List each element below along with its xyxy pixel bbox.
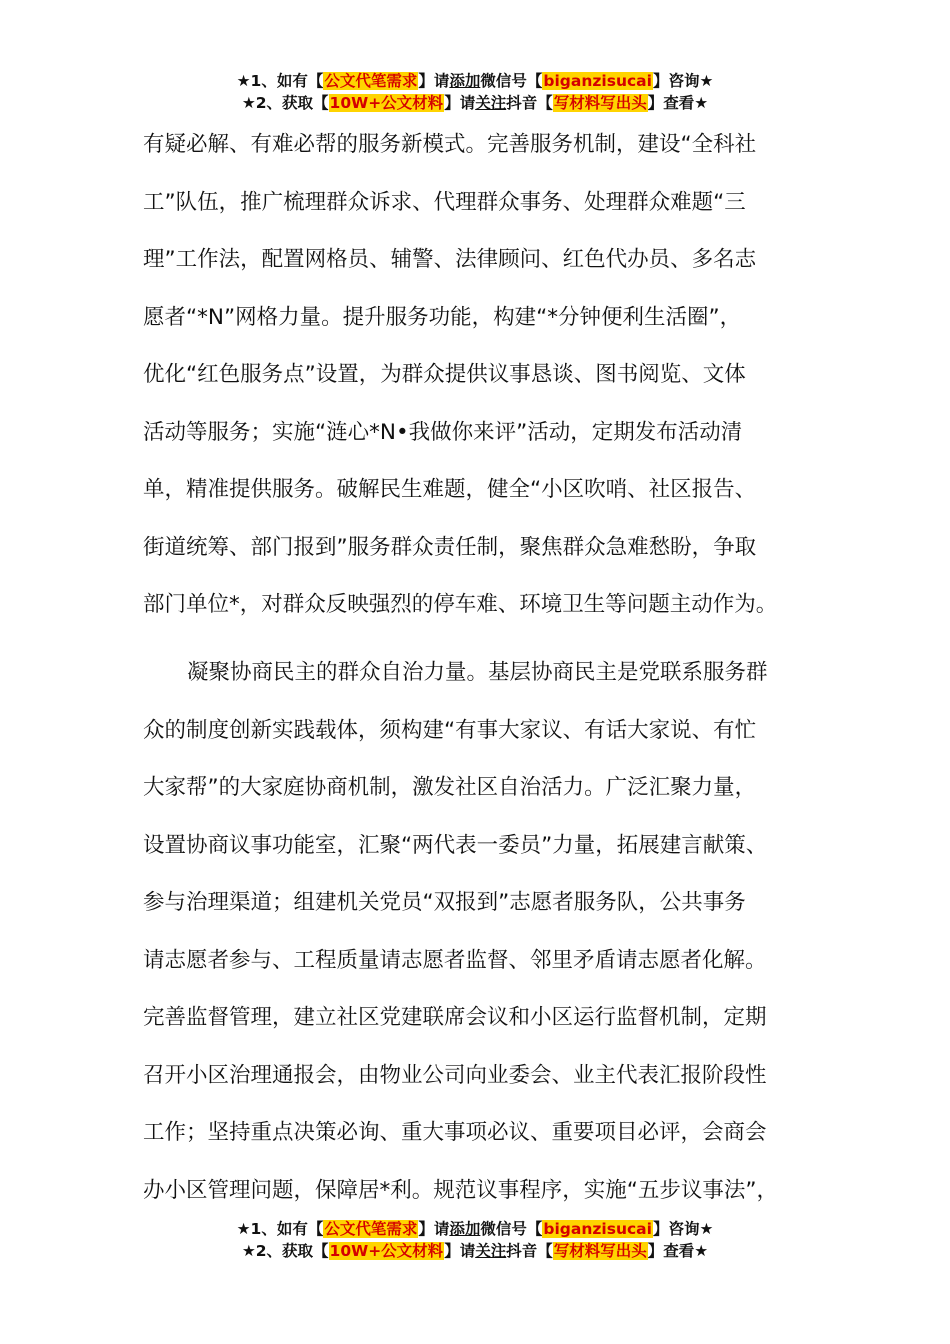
banner-line-2: ★2、获取【10W+公文材料】请关注抖音【写材料写出头】查看★ (241, 94, 709, 112)
text-line: 活动等服务；实施“涟心*N•我做你来评”活动，定期发布活动清 (143, 419, 743, 445)
text-line: 理”工作法，配置网格员、辅警、法律顾问、红色代办员、多名志 (143, 247, 757, 272)
text-line: 参与治理渠道；组建机关党员“双报到”志愿者服务队，公共事务 (143, 890, 746, 915)
banner-line-1: ★1、如有【公文代笔需求】请添加微信号【biganzisucai】咨询★ (236, 72, 714, 90)
text-line: 有疑必解、有难必帮的服务新模式。完善服务机制，建设“全科社 (143, 132, 757, 157)
underline-follow: 关注 (475, 94, 507, 112)
highlight-materials: 10W+公文材料 (329, 1242, 444, 1260)
text-line: 设置协商议事功能室，汇聚“两代表一委员”力量，拓展建言献策、 (143, 832, 768, 858)
banner-line-2: ★2、获取【10W+公文材料】请关注抖音【写材料写出头】查看★ (241, 1242, 709, 1260)
text-line: 部门单位*，对群众反映强烈的停车难、环境卫生等问题主动作为。 (143, 592, 778, 617)
text-line: 召开小区治理通报会，由物业公司向业委会、业主代表汇报阶段性 (143, 1062, 767, 1088)
text-line: 优化“红色服务点”设置，为群众提供议事恳谈、图书阅览、文体 (143, 362, 746, 387)
highlight-wechat-id: biganzisucai (543, 1220, 652, 1238)
highlight-douyin: 写材料写出头 (553, 94, 647, 112)
highlight-service: 公文代笔需求 (324, 1220, 418, 1238)
highlight-service: 公文代笔需求 (324, 72, 418, 90)
text-line: 办小区管理问题，保障居*利。规范议事程序，实施“五步议事法”， (143, 1177, 779, 1203)
underline-add: 添加 (449, 1220, 481, 1238)
highlight-wechat-id: biganzisucai (543, 72, 652, 90)
footer-banner (0, 1218, 950, 1262)
text-line: 大家帮”的大家庭协商机制，激发社区自治活力。广泛汇聚力量， (143, 775, 757, 800)
highlight-douyin: 写材料写出头 (553, 1242, 647, 1260)
text-line: 完善监督管理，建立社区党建联席会议和小区运行监督机制，定期 (143, 1005, 767, 1030)
highlight-materials: 10W+公文材料 (329, 94, 444, 112)
text-line: 愿者“*N”网格力量。提升服务功能，构建“*分钟便利生活圈”， (143, 304, 742, 330)
banner-line-1: ★1、如有【公文代笔需求】请添加微信号【biganzisucai】咨询★ (236, 1220, 714, 1238)
text-line: 街道统筹、部门报到”服务群众责任制，聚焦群众急难愁盼，争取 (143, 534, 757, 560)
paragraph-2 (143, 644, 819, 1219)
text-line: 请志愿者参与、工程质量请志愿者监督、邻里矛盾请志愿者化解。 (143, 947, 767, 973)
text-line: 工”队伍，推广梳理群众诉求、代理群众事务、处理群众难题“三 (143, 189, 746, 215)
underline-add: 添加 (449, 72, 481, 90)
text-line: 工作；坚持重点决策必询、重大事项必议、重要项目必评，会商会 (143, 1120, 767, 1145)
text-line-first: 凝聚协商民主的群众自治力量。基层协商民主是党联系服务群 (187, 660, 768, 685)
text-line: 众的制度创新实践载体，须构建“有事大家议、有话大家说、有忙 (143, 717, 757, 743)
underline-follow: 关注 (475, 1242, 507, 1260)
paragraph-1 (143, 116, 819, 634)
header-banner (0, 70, 950, 114)
text-line: 单，精准提供服务。破解民生难题，健全“小区吹哨、社区报告、 (143, 477, 757, 502)
